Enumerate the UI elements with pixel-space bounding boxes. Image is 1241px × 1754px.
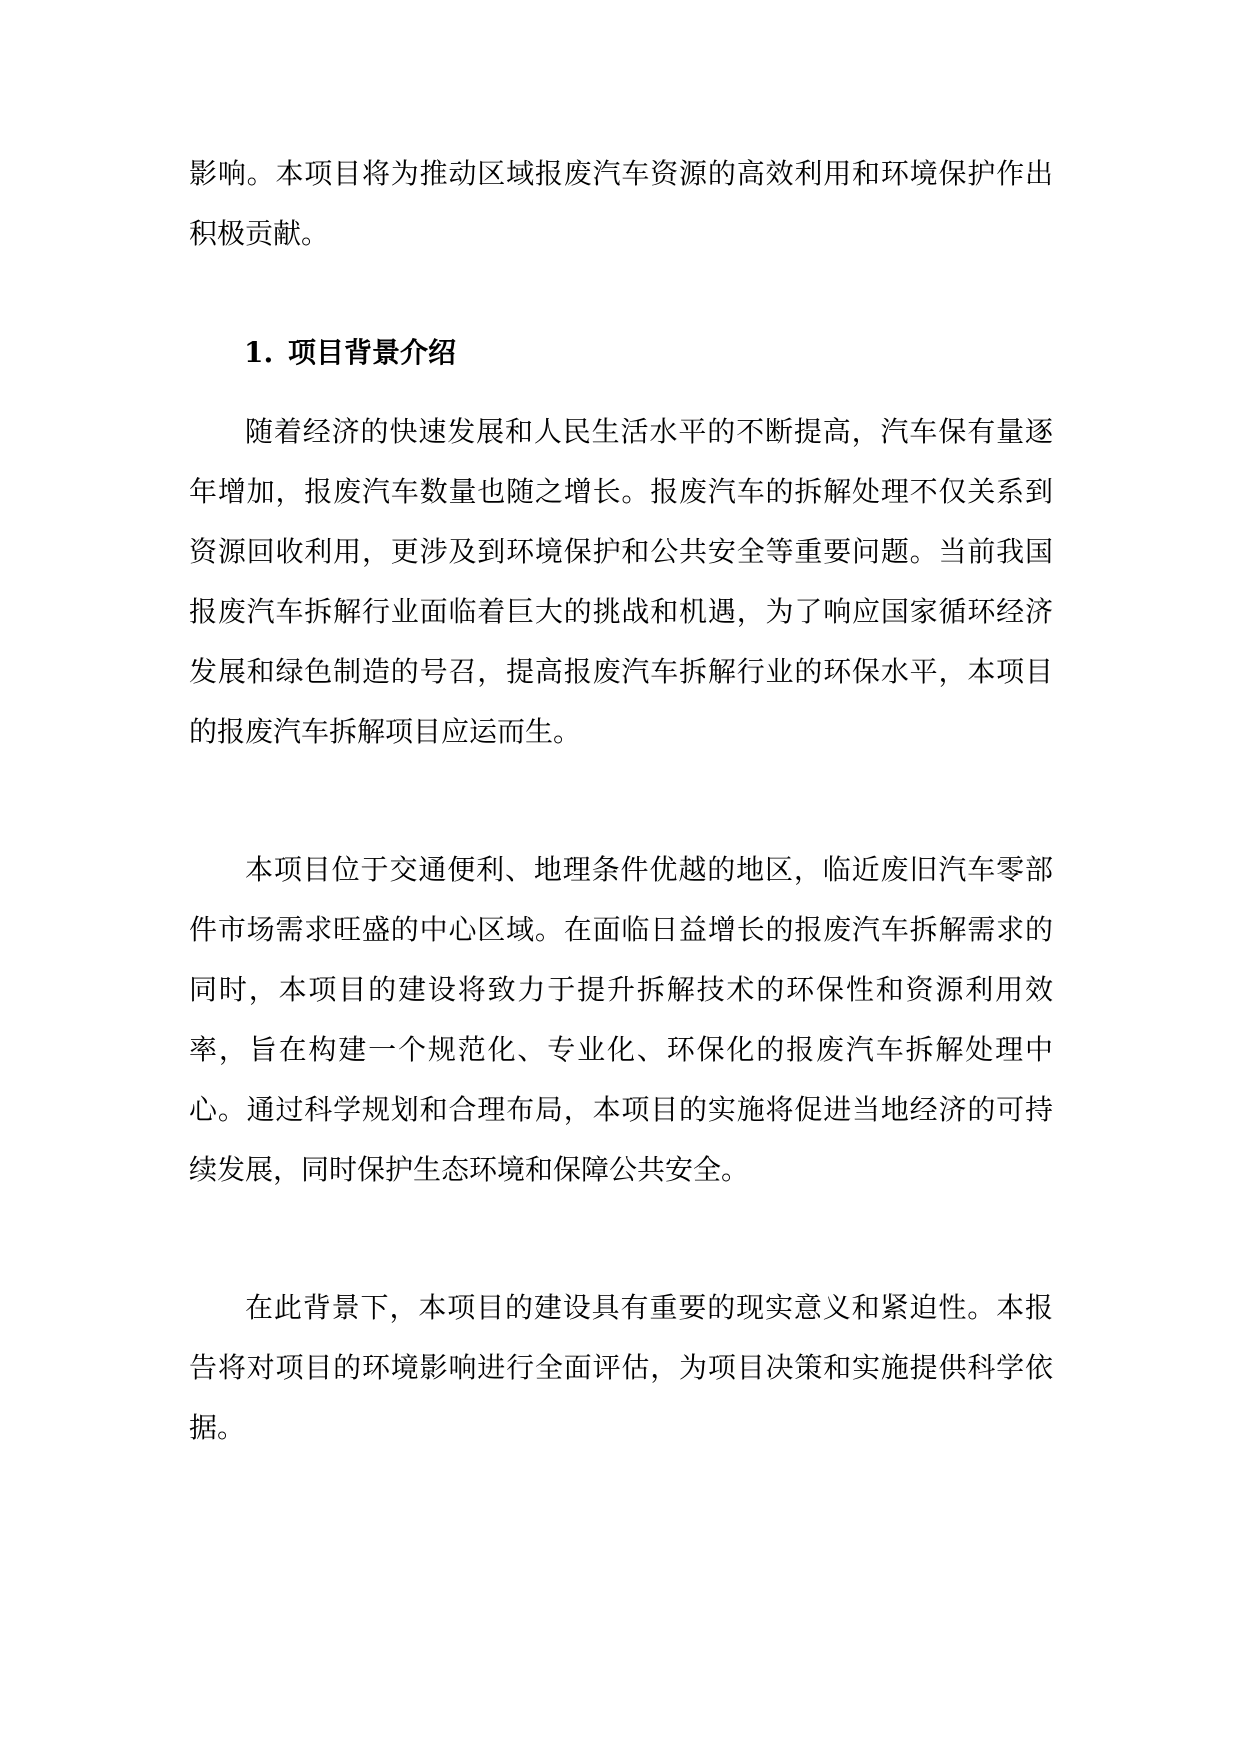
continued-paragraph: 影响。本项目将为推动区域报废汽车资源的高效利用和环境保护作出积极贡献。 [189,157,1053,250]
section-heading [244,323,456,383]
section-number: 1. [244,336,274,369]
section-title: 项目背景介绍 [288,336,457,369]
background-paragraph-3: 在此背景下，本项目的建设具有重要的现实意义和紧迫性。本报告将对项目的环境影响进行全面评估，为项目决策和实施提供科学依据。 [189,1291,1053,1444]
background-paragraph-1: 随着经济的快速发展和人民生活水平的不断提高，汽车保有量逐年增加，报废汽车数量也随之增长。报废汽车的拆解处理不仅关系到资源回收利用，更涉及到环境保护和公共安全等重要问题。当前我国报废汽车拆解行业面临着巨大的挑战和机遇，为了响应国家循环经济发展和绿色制造的号召，提高报废汽车拆解行业的环保水平，本项目的报废汽车拆解项目应运而生。 [189,415,1053,748]
background-paragraph-2: 本项目位于交通便利、地理条件优越的地区，临近废旧汽车零部件市场需求旺盛的中心区域。在面临日益增长的报废汽车拆解需求的同时，本项目的建设将致力于提升拆解技术的环保性和资源利用效率，旨在构建一个规范化、专业化、环保化的报废汽车拆解处理中心。通过科学规划和合理布局，本项目的实施将促进当地经济的可持续发展，同时保护生态环境和保障公共安全。 [189,853,1053,1186]
